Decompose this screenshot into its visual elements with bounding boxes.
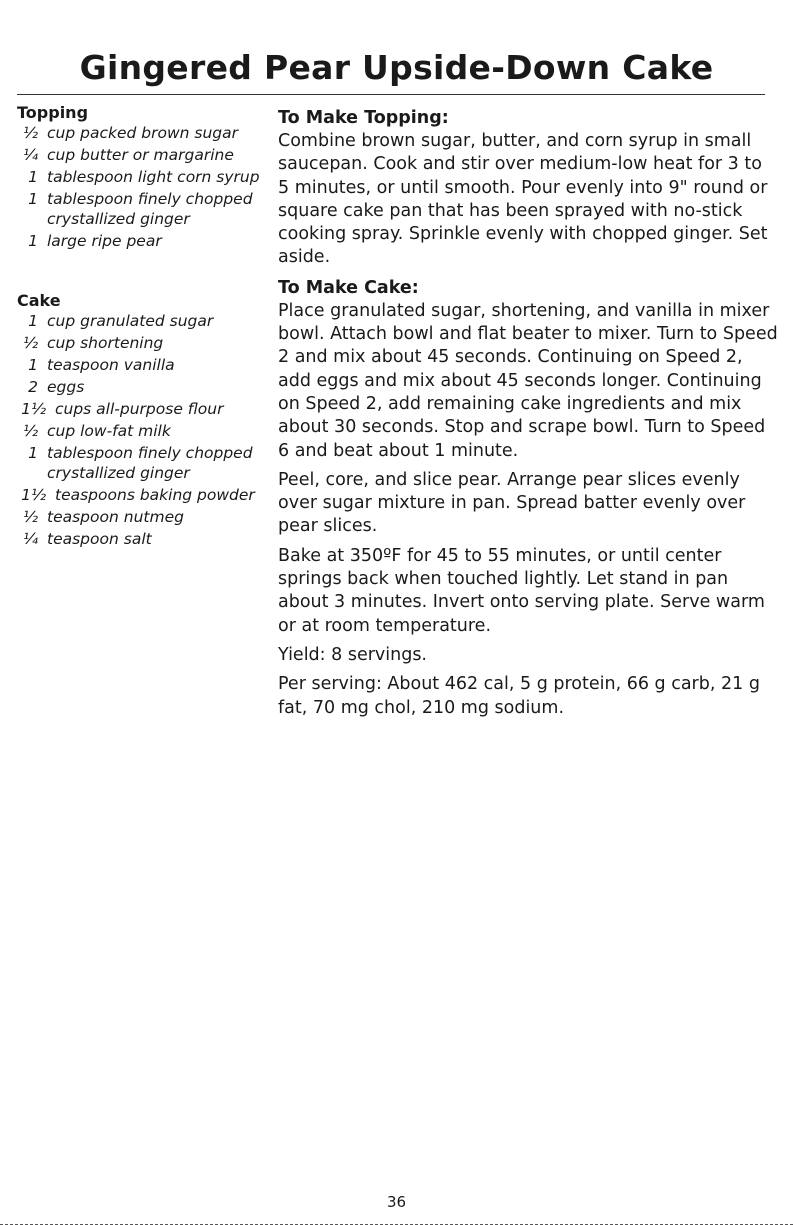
nutrition-text: Per serving: About 462 cal, 5 g protein, 66 g carb, 21 g fat, 70 mg chol, 210 mg sodium. bbox=[278, 674, 760, 718]
cake-heading: Cake bbox=[17, 291, 61, 310]
ingredient-description: teaspoon nutmeg bbox=[47, 508, 184, 526]
ingredient-quantity: ½ bbox=[22, 124, 38, 142]
ingredient-quantity: 1 bbox=[28, 312, 38, 330]
ingredient-item bbox=[17, 355, 262, 375]
ingredient-description: cup shortening bbox=[47, 334, 164, 352]
ingredient-item bbox=[17, 443, 262, 483]
ingredient-description: tablespoon light corn syrup bbox=[47, 168, 260, 186]
ingredient-description: tablespoon finely chopped crystallized ginger bbox=[47, 190, 253, 228]
ingredient-item bbox=[17, 507, 262, 527]
page-title: Gingered Pear Upside-Down Cake bbox=[79, 48, 714, 87]
ingredient-item bbox=[17, 399, 262, 419]
directions-column bbox=[278, 106, 778, 720]
ingredient-quantity: ¼ bbox=[22, 146, 38, 164]
ingredient-quantity: 1½ bbox=[21, 400, 46, 418]
make-cake-text: Place granulated sugar, shortening, and vanilla in mixer bowl. Attach bowl and flat beater to mixer. Turn to Speed 2 and mix about 45 seconds. Continuing on Speed 2, add eggs and mix about 45 seconds longer. Continuing on Speed 2, add remaining cake ingredients and mix about 30 seconds. Stop and scrape bowl. Turn to Speed 6 and beat about 1 minute. bbox=[278, 300, 778, 461]
make-topping-text: Combine brown sugar, butter, and corn syrup in small saucepan. Cook and stir over medium-low heat for 3 to 5 minutes, or until smooth. Pour evenly into 9" round or square cake pan that has been sprayed with no-stick cooking spray. Sprinkle evenly with chopped ginger. Set aside. bbox=[278, 131, 768, 268]
ingredient-item bbox=[17, 377, 262, 397]
ingredient-item bbox=[17, 529, 262, 549]
ingredient-description: cup butter or margarine bbox=[47, 146, 234, 164]
yield-text: Yield: 8 servings. bbox=[278, 644, 427, 665]
make-topping-heading: To Make Topping: bbox=[278, 108, 449, 128]
ingredient-description: cup granulated sugar bbox=[47, 312, 214, 330]
ingredient-quantity: ½ bbox=[22, 334, 38, 352]
title-divider bbox=[17, 94, 765, 95]
make-cake-heading: To Make Cake: bbox=[278, 277, 419, 298]
ingredient-item bbox=[17, 145, 262, 165]
ingredient-quantity: 1 bbox=[28, 356, 38, 374]
ingredient-item bbox=[17, 189, 262, 229]
topping-ingredient-list bbox=[17, 123, 262, 251]
page-number: 36 bbox=[386, 1193, 407, 1211]
ingredient-quantity: ½ bbox=[22, 422, 38, 440]
ingredient-description: cup low-fat milk bbox=[47, 422, 171, 440]
ingredient-quantity: 1½ bbox=[21, 486, 46, 504]
ingredient-description: teaspoon vanilla bbox=[47, 356, 175, 374]
ingredient-description: tablespoon finely chopped crystallized ginger bbox=[47, 444, 253, 482]
ingredient-item bbox=[17, 421, 262, 441]
ingredient-quantity: 1 bbox=[28, 232, 38, 250]
ingredient-quantity: 1 bbox=[28, 168, 38, 186]
pear-prep-text: Peel, core, and slice pear. Arrange pear slices evenly over sugar mixture in pan. Spread batter evenly over pear slices. bbox=[278, 469, 746, 537]
ingredient-quantity: ½ bbox=[22, 508, 38, 526]
ingredient-description: eggs bbox=[47, 378, 85, 396]
ingredient-item bbox=[17, 123, 262, 143]
ingredient-item bbox=[17, 311, 262, 331]
topping-heading: Topping bbox=[17, 103, 89, 122]
ingredient-description: teaspoon salt bbox=[47, 530, 152, 548]
ingredient-item bbox=[17, 333, 262, 353]
ingredient-item bbox=[17, 167, 262, 187]
ingredient-quantity: 1 bbox=[28, 444, 38, 462]
ingredient-item bbox=[17, 485, 262, 505]
ingredient-description: teaspoons baking powder bbox=[55, 486, 255, 504]
ingredient-quantity: 1 bbox=[28, 190, 38, 208]
ingredient-description: cup packed brown sugar bbox=[47, 124, 238, 142]
ingredients-column bbox=[17, 103, 262, 551]
ingredient-description: large ripe pear bbox=[47, 232, 162, 250]
ingredient-description: cups all-purpose flour bbox=[55, 400, 224, 418]
ingredient-quantity: ¼ bbox=[22, 530, 38, 548]
cake-ingredient-list bbox=[17, 311, 262, 549]
ingredient-item bbox=[17, 231, 262, 251]
ingredient-quantity: 2 bbox=[28, 378, 38, 396]
bake-text: Bake at 350ºF for 45 to 55 minutes, or until center springs back when touched lightly. Let stand in pan about 3 minutes. Invert onto serving plate. Serve warm or at room temperature. bbox=[278, 545, 765, 636]
